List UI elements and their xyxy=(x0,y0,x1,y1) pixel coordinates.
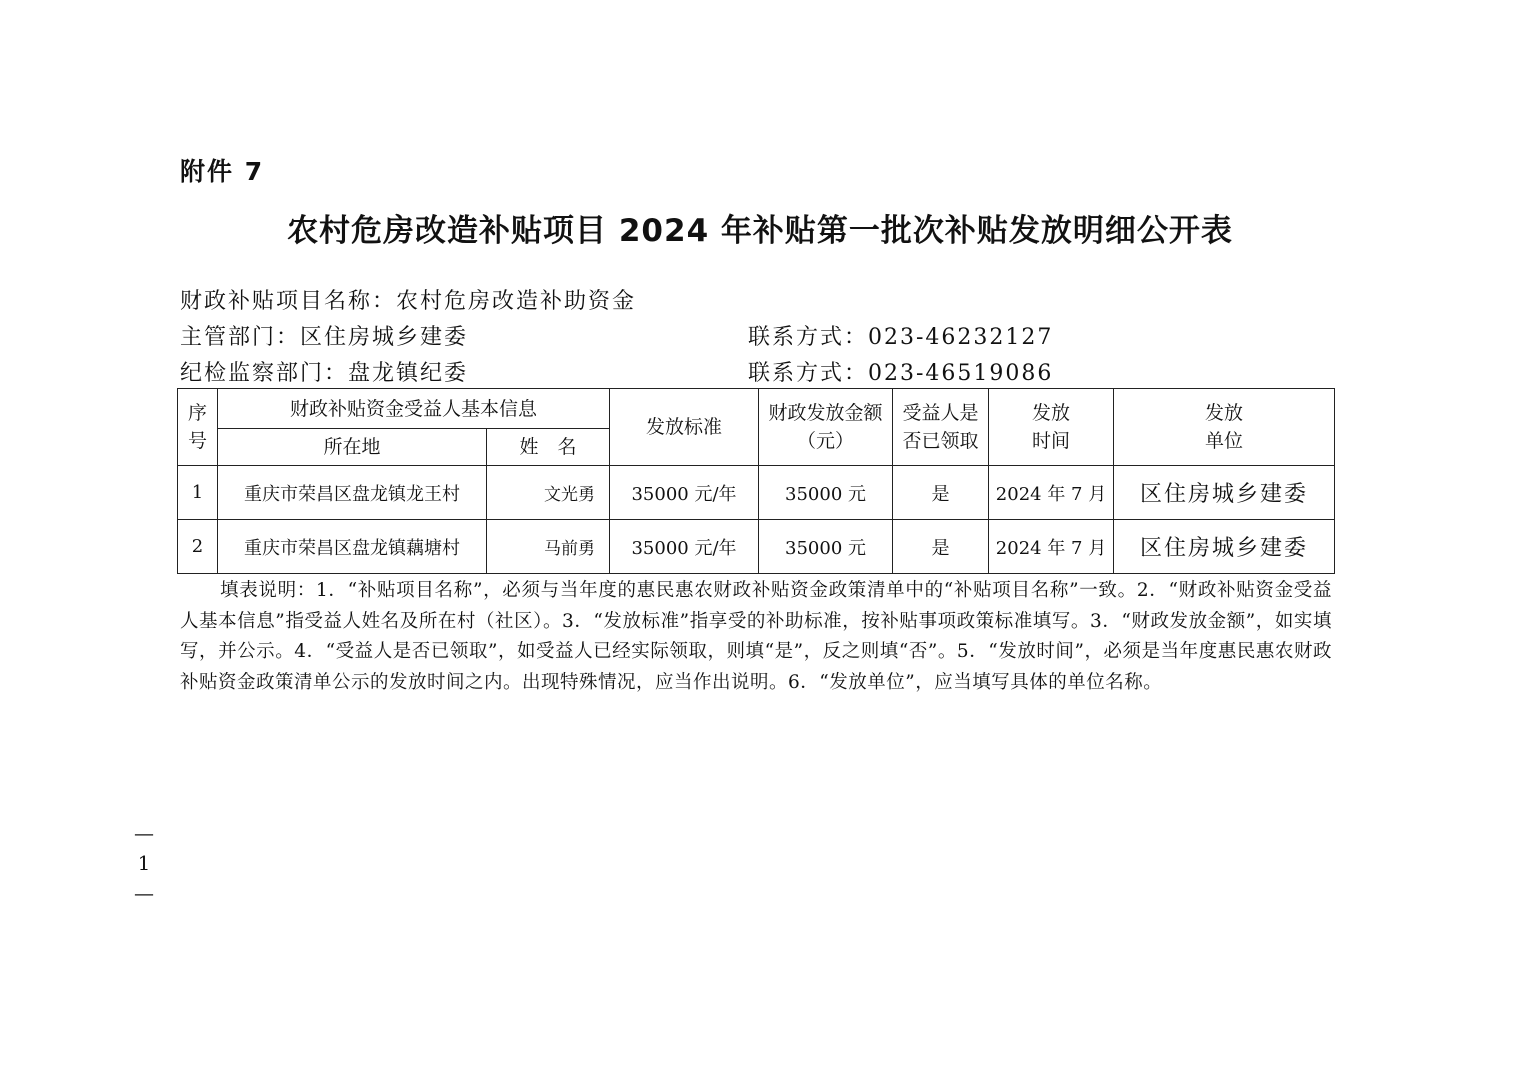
header-beneficiary-info: 财政补贴资金受益人基本信息 xyxy=(218,389,610,429)
filling-instructions: 填表说明：1．“补贴项目名称”，必须与当年度的惠民惠农财政补贴资金政策清单中的“补贴项目名称”一致。2．“财政补贴资金受益人基本信息”指受益人姓名及所在村（社区）。3．“发放标准”指享受的补助标准，按补贴事项政策标准填写。3．“财政发放金额”，如实填写，并公示。4．“受益人是否已领取”，如受益人已经实际领取，则填“是”，反之则填“否”。5．“发放时间”，必须是当年度惠民惠农财政补贴资金政策清单公示的发放时间之内。出现特殊情况，应当作出说明。6．“发放单位”，应当填写具体的单位名称。 xyxy=(180,580,1332,693)
header-time: 发放时间 xyxy=(989,389,1114,466)
row-received: 是 xyxy=(893,466,989,520)
attachment-label: 附件 7 xyxy=(180,157,265,186)
row-amount: 35000 元 xyxy=(759,520,893,574)
department-contact: 联系方式：023-46232127 xyxy=(748,325,1054,350)
project-name: 财政补贴项目名称：农村危房改造补助资金 xyxy=(180,289,637,314)
row-received: 是 xyxy=(893,520,989,574)
row-standard: 35000 元/年 xyxy=(610,520,759,574)
row-unit: 区住房城乡建委 xyxy=(1114,520,1335,574)
header-name: 姓 名 xyxy=(487,429,610,466)
header-standard: 发放标准 xyxy=(610,389,759,466)
row-time: 2024 年 7 月 xyxy=(989,520,1114,574)
department: 主管部门：区住房城乡建委 xyxy=(180,325,469,350)
header-unit: 发放单位 xyxy=(1114,389,1335,466)
row-seq: 2 xyxy=(178,520,218,574)
table-row xyxy=(178,466,1335,520)
row-name: 文光勇 xyxy=(487,466,610,520)
row-location: 重庆市荣昌区盘龙镇藕塘村 xyxy=(218,520,487,574)
header-seq: 序号 xyxy=(178,389,218,466)
supervision-contact: 联系方式：023-46519086 xyxy=(748,361,1054,386)
document-title: 农村危房改造补贴项目 2024 年补贴第一批次补贴发放明细公开表 xyxy=(287,213,1233,249)
table-row xyxy=(178,520,1335,574)
subsidy-detail-table xyxy=(177,388,1335,574)
header-received: 受益人是否已领取 xyxy=(893,389,989,466)
header-location: 所在地 xyxy=(218,429,487,466)
row-standard: 35000 元/年 xyxy=(610,466,759,520)
supervision-department: 纪检监察部门：盘龙镇纪委 xyxy=(180,361,469,386)
row-unit: 区住房城乡建委 xyxy=(1114,466,1335,520)
row-time: 2024 年 7 月 xyxy=(989,466,1114,520)
row-amount: 35000 元 xyxy=(759,466,893,520)
row-location: 重庆市荣昌区盘龙镇龙王村 xyxy=(218,466,487,520)
page-number: — 1 — xyxy=(134,821,154,905)
row-name: 马前勇 xyxy=(487,520,610,574)
header-amount: 财政发放金额（元） xyxy=(759,389,893,466)
row-seq: 1 xyxy=(178,466,218,520)
